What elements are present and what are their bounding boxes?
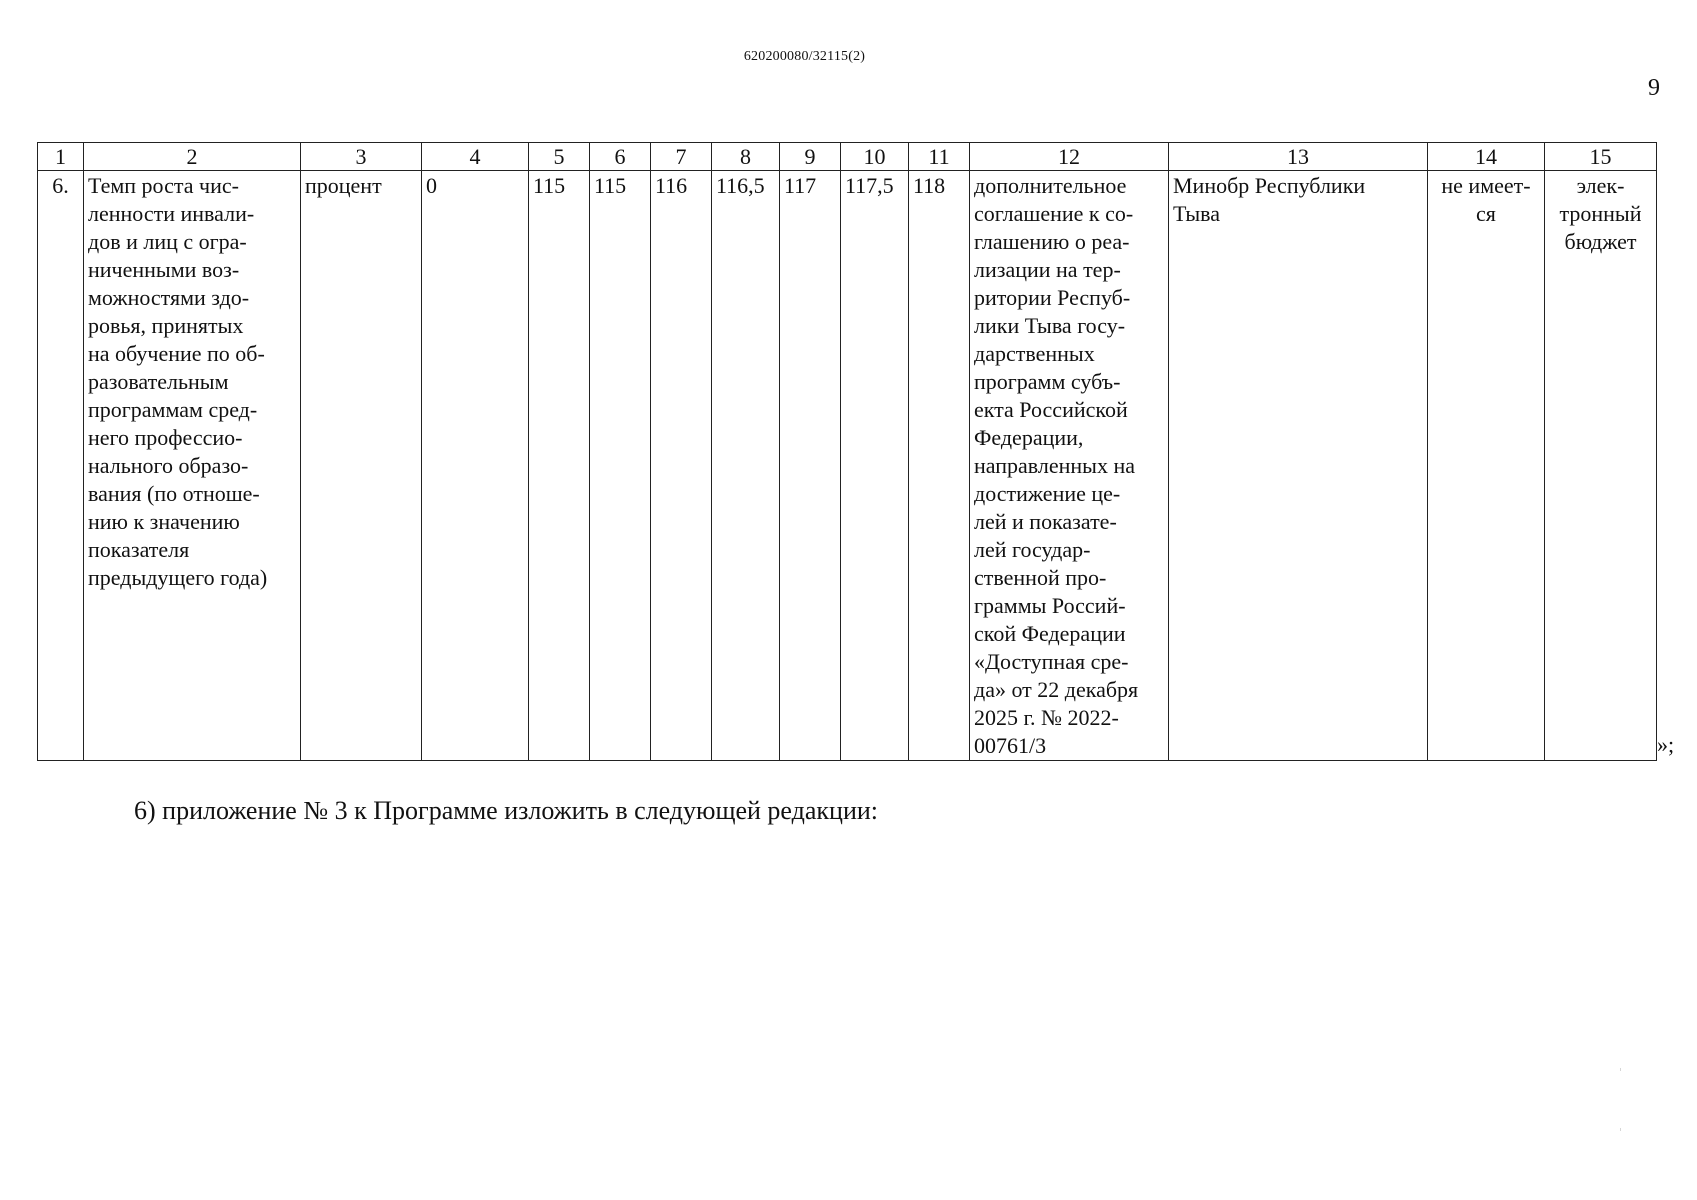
scan-artifact: [1620, 1068, 1621, 1071]
document-code: 620200080/32115(2): [743, 49, 866, 64]
column-number: 8: [712, 143, 780, 171]
year-value: 115: [590, 171, 651, 761]
page-number: 9: [1648, 75, 1660, 101]
closing-quote-mark: »;: [1657, 732, 1675, 757]
indicator-table: [37, 142, 1657, 761]
column-number: 10: [841, 143, 909, 171]
column-number: 2: [84, 143, 301, 171]
data-source: элек- тронный бюджет: [1545, 171, 1657, 761]
column-number: 9: [780, 143, 841, 171]
year-value: 117,5: [841, 171, 909, 761]
indicator-table-wrapper: [37, 142, 1656, 761]
year-value: 116,5: [712, 171, 780, 761]
responsible-body: Минобр Республики Тыва: [1169, 171, 1428, 761]
unit-of-measure: процент: [301, 171, 422, 761]
column-number: 4: [422, 143, 529, 171]
year-value: 117: [780, 171, 841, 761]
year-value: 116: [651, 171, 712, 761]
column-number: 1: [38, 143, 84, 171]
column-number: 5: [529, 143, 590, 171]
information-system: не имеет- ся: [1428, 171, 1545, 761]
table-row: [38, 171, 1657, 761]
amendment-paragraph: 6) приложение № 3 к Программе изложить в следующей редакции:: [134, 796, 878, 825]
basis-document: дополнительное соглашение к со- глашению о реа- лизации на тер- ритории Респуб- лики Тыва госу- дарственных программ субъ- екта Российской Федерации, направленных на достижение це- лей и показате- лей государ- ственной про- граммы Россий- ской Федерации «Доступная сре- да» от 22 декабря 2025 г. № 2022- 00761/3: [970, 171, 1169, 761]
year-value: 118: [909, 171, 970, 761]
row-number: 6.: [38, 171, 84, 761]
indicator-name: Темп роста чис- ленности инвали- дов и лиц с огра- ниченными воз- можностями здо- ровья, принятых на обучение по об- разовательным программам сред- него профессио- нального образо- вания (по отноше- нию к значению показателя предыдущего года): [84, 171, 301, 761]
scan-artifact: [1620, 1128, 1621, 1131]
column-number: 14: [1428, 143, 1545, 171]
column-number: 11: [909, 143, 970, 171]
column-number-row: [38, 143, 1657, 171]
column-number: 6: [590, 143, 651, 171]
year-value: 115: [529, 171, 590, 761]
column-number: 7: [651, 143, 712, 171]
column-number: 15: [1545, 143, 1657, 171]
column-number: 3: [301, 143, 422, 171]
column-number: 12: [970, 143, 1169, 171]
base-value: 0: [422, 171, 529, 761]
column-number: 13: [1169, 143, 1428, 171]
